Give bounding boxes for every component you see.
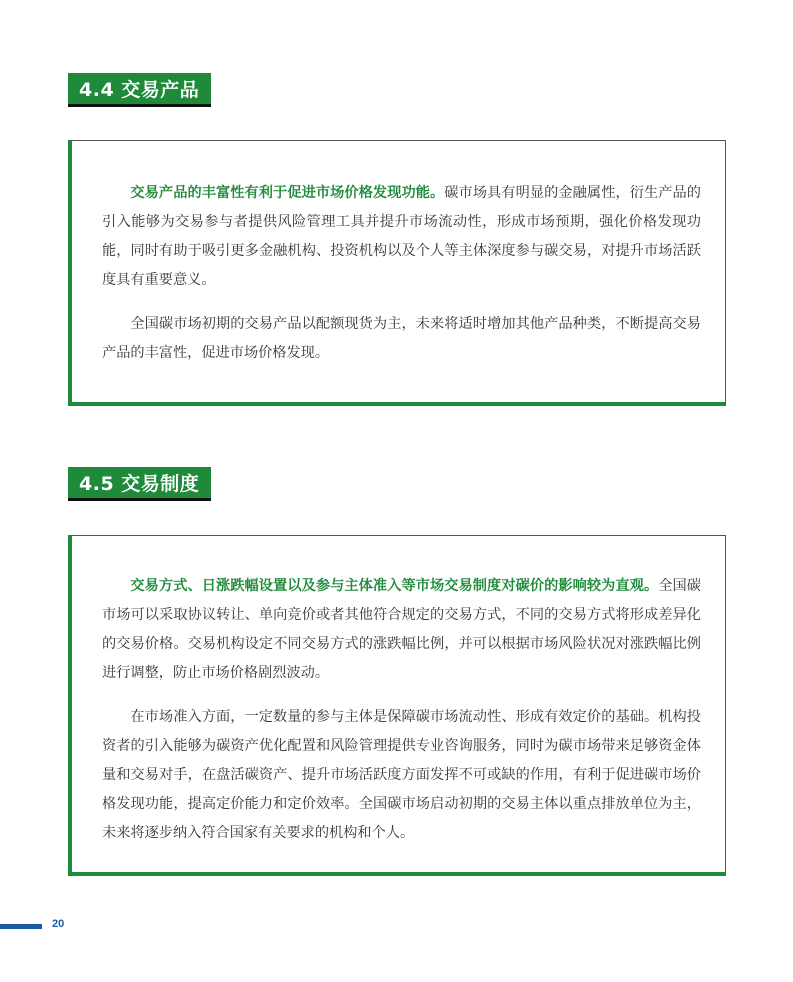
content-box-trading-system <box>68 535 726 876</box>
paragraph <box>102 179 701 295</box>
body-text: 全国碳市场可以采取协议转让、单向竞价或者其他符合规定的交易方式，不同的交易方式将形成差异化的交易价格。交易机构设定不同交易方式的涨跌幅比例，并可以根据市场风险状况对涨跌幅比例进行调整，防止市场价格剧烈波动。 <box>102 578 701 681</box>
section-heading-4-5: 4.5 交易制度 <box>68 467 211 501</box>
highlight-text: 交易产品的丰富性有利于促进市场价格发现功能。 <box>130 185 445 201</box>
paragraph <box>102 703 701 848</box>
body-text: 碳市场具有明显的金融属性，衍生产品的引入能够为交易参与者提供风险管理工具并提升市场流动性，形成市场预期，强化价格发现功能，同时有助于吸引更多金融机构、投资机构以及个人等主体深度参与碳交易，对提升市场活跃度具有重要意义。 <box>102 185 701 288</box>
section-heading-4-4: 4.4 交易产品 <box>68 73 211 107</box>
body-text: 在市场准入方面，一定数量的参与主体是保障碳市场流动性、形成有效定价的基础。机构投资者的引入能够为碳资产优化配置和风险管理提供专业咨询服务，同时为碳市场带来足够资金体量和交易对手，在盘活碳资产、提升市场活跃度方面发挥不可或缺的作用，有利于促进碳市场价格发现功能，提高定价能力和定价效率。全国碳市场启动初期的交易主体以重点排放单位为主，未来将逐步纳入符合国家有关要求的机构和个人。 <box>102 709 701 841</box>
content-box-trading-products <box>68 140 726 406</box>
paragraph <box>102 572 701 688</box>
highlight-text: 交易方式、日涨跌幅设置以及参与主体准入等市场交易制度对碳价的影响较为直观。 <box>130 578 659 594</box>
page-number: 20 <box>52 918 65 930</box>
footer-bar <box>0 924 42 929</box>
paragraph <box>102 310 701 368</box>
body-text: 全国碳市场初期的交易产品以配额现货为主，未来将适时增加其他产品种类，不断提高交易产品的丰富性，促进市场价格发现。 <box>102 316 701 361</box>
